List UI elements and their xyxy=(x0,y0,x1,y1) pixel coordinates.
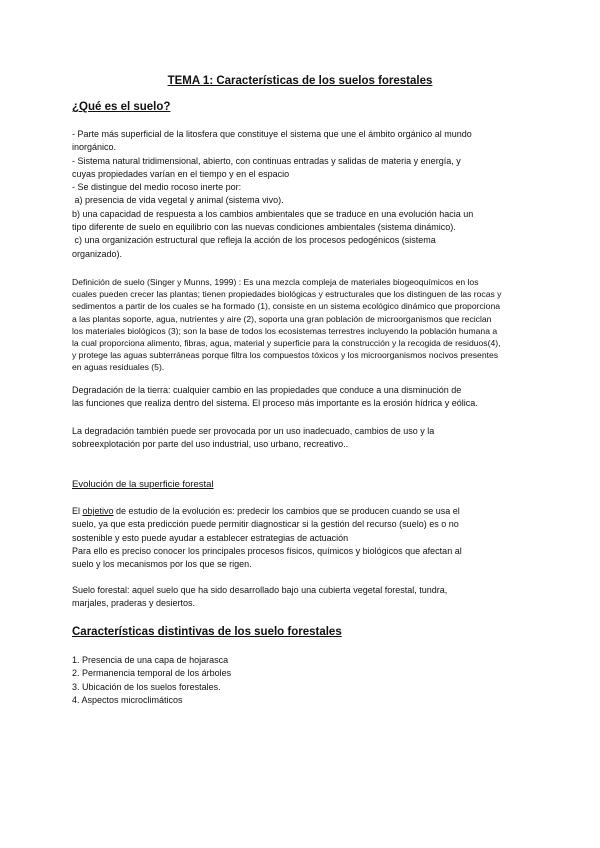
text-line: suelo y los mecanismos por los que se rigen. xyxy=(72,559,252,570)
objective-paragraph xyxy=(72,505,532,571)
section-heading-que-es-el-suelo: ¿Qué es el suelo? xyxy=(72,101,171,113)
text-line: organizado). xyxy=(72,248,123,259)
text-line: las funciones que realiza dentro del sistema. El proceso más importante es la erosión hídrica y eólica. xyxy=(72,398,478,409)
text-line: Suelo forestal: aquel suelo que ha sido desarrollado bajo una cubierta vegetal forestal, tundra, xyxy=(72,585,448,595)
text-line: a) presencia de vida vegetal y animal (sistema vivo). xyxy=(72,195,284,206)
text-line: sostenible y esto puede ayudar a establecer estrategias de actuación xyxy=(72,532,349,543)
text-line: a las plantas soporte, agua, nutrientes y aire (2), soporta una gran población de microorganismos que reciclan xyxy=(72,313,492,324)
section-heading-evolucion: Evolución de la superficie forestal xyxy=(72,479,214,490)
characteristics-list xyxy=(72,654,532,707)
text-line: Definición de suelo (Singer y Munns, 1999) : Es una mezcla compleja de materiales biogeoquímicos en los xyxy=(72,277,479,287)
objective-word: objetivo xyxy=(82,506,114,516)
text-line: marjales, praderas y desiertos. xyxy=(72,598,196,609)
text-line: suelo, ya que esta predicción puede permitir diagnosticar si la gestión del recurso (suelo) es o no xyxy=(72,519,459,530)
text-line: - Se distingue del medio rocoso inerte por: xyxy=(72,182,242,193)
degradation-causes-paragraph xyxy=(72,425,532,452)
text-line: tipo diferente de suelo en equilibrio con las nuevas condiciones ambientales (sistema dinámico). xyxy=(72,222,456,233)
text-line: cuales pueden crecer las plantas; tienen propiedades biológicas y estructurales que los distinguen de las rocas y xyxy=(72,289,502,300)
list-item: 4. Aspectos microclimáticos xyxy=(72,694,183,705)
text-line: La degradación también puede ser provocada por un uso inadecuado, cambios de uso y la xyxy=(72,426,435,436)
degradation-paragraph xyxy=(72,384,532,411)
text-line: Degradación de la tierra: cualquier cambio en las propiedades que conduce a una disminución de xyxy=(72,385,462,395)
section-heading-caracteristicas: Características distintivas de los suelo forestales xyxy=(72,626,342,638)
page-title: TEMA 1: Características de los suelos forestales xyxy=(167,75,433,87)
text-line: c) una organización estructural que refleja la acción de los procesos pedogénicos (sistema xyxy=(72,235,436,246)
text-line: y protege las aguas subterráneas porque filtra los compuestos tóxicos y los microorganismos nocivos presentes xyxy=(72,350,499,361)
text-line: los materiales biológicos (3); son la base de todos los ecosistemas terrestres incluyendo la población humana a xyxy=(72,325,498,336)
text-line xyxy=(72,505,532,518)
text-line: b) una capacidad de respuesta a los cambios ambientales que se traduce en una evolución hacia un xyxy=(72,208,474,219)
list-item: 1. Presencia de una capa de hojarasca xyxy=(72,655,229,665)
text-line: - Sistema natural tridimensional, abierto, con continuas entradas y salidas de materia y energía, y xyxy=(72,155,461,166)
forest-soil-paragraph xyxy=(72,584,532,611)
text-line: Para ello es preciso conocer los principales procesos físicos, químicos y biológicos que afectan al xyxy=(72,545,462,556)
list-item: 2. Permanencia temporal de los árboles xyxy=(72,668,232,679)
text-line: sedimentos a partir de los cuales se ha formado (1), consiste en un sistema ecológico dinámico que proporciona xyxy=(72,301,501,312)
soil-definition-paragraph xyxy=(72,276,532,374)
soil-description-paragraph xyxy=(72,128,532,261)
text-line: inorgánico. xyxy=(72,142,117,153)
objective-rest: de estudio de la evolución es: predecir los cambios que se producen cuando se usa el xyxy=(113,506,460,516)
objective-prefix: El xyxy=(72,506,83,516)
text-line: cuyas propiedades varían en el tiempo y en el espacio xyxy=(72,168,290,179)
text-line: - Parte más superficial de la litosfera que constituye el sistema que une el ámbito orgánico al mundo xyxy=(72,129,472,139)
list-item: 3. Ubicación de los suelos forestales. xyxy=(72,681,221,692)
text-line: en aguas residuales (5). xyxy=(72,362,165,373)
text-line: sobreexplotación por parte del uso industrial, uso urbano, recreativo.. xyxy=(72,439,349,450)
text-line: la cual proporciona alimento, fibras, agua, material y superficie para la construcción y la recogida de residuos(4), xyxy=(72,338,501,349)
